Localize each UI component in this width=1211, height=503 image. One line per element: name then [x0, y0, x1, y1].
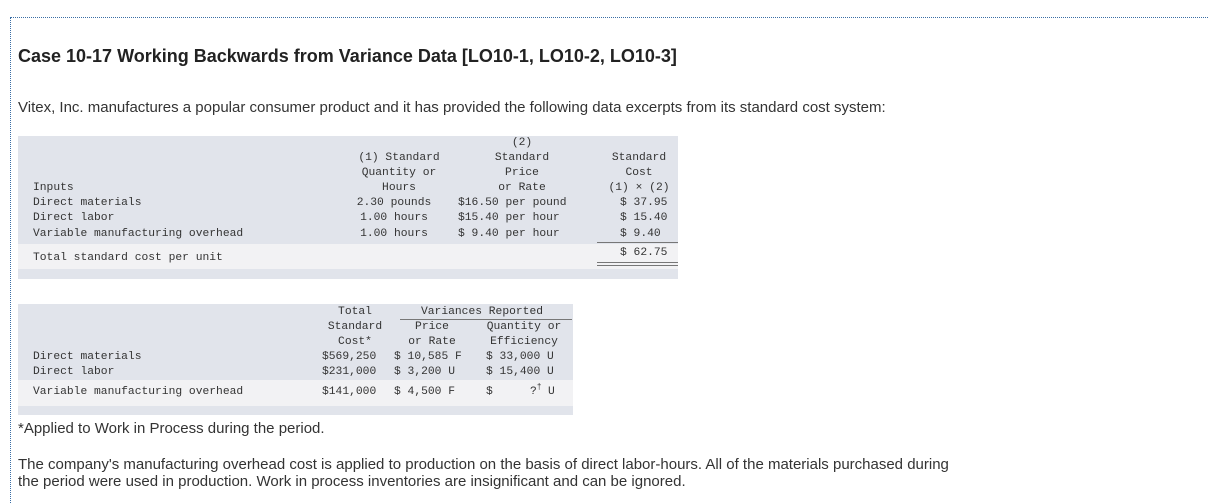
- footnote: *Applied to Work in Process during the period.: [18, 420, 325, 437]
- col-std-price-line3: Price: [505, 167, 539, 179]
- row-cost: $ 15.40: [620, 212, 668, 224]
- variances-group-rule: [400, 319, 572, 320]
- row-cost: $ 37.95: [620, 197, 668, 209]
- col-std-qty-line3: Hours: [382, 182, 416, 194]
- subtotal-rule: [597, 242, 678, 243]
- col-inputs-header: Inputs: [33, 182, 74, 194]
- total-double-rule-top: [597, 262, 678, 263]
- col-price-line1: Price: [415, 321, 449, 333]
- col-std-cost-line3: (1) × (2): [608, 182, 670, 194]
- col-total-line2: Standard: [327, 321, 383, 333]
- row-qty-variance: $ 33,000 U: [486, 351, 554, 363]
- table1-bottom-band: [18, 269, 678, 279]
- col-std-cost-line1: Standard: [611, 152, 667, 164]
- row-price-variance: $ 3,200 U: [394, 366, 456, 378]
- col-qty-line2: Efficiency: [490, 336, 558, 348]
- table2-bottom-band: [18, 406, 573, 415]
- col-qty-line1: Quantity or: [486, 321, 562, 333]
- col-std-cost-line2: Cost: [625, 167, 653, 179]
- intro-text: Vitex, Inc. manufactures a popular consumer product and it has provided the following data excerpts from its standard cost system:: [18, 99, 886, 116]
- row-label: Direct labor: [33, 212, 115, 224]
- row-price-variance: $ 4,500 F: [394, 386, 456, 398]
- row-price: $15.40 per hour: [458, 212, 560, 224]
- row-price-variance: $ 10,585 F: [394, 351, 462, 363]
- row-label: Direct materials: [33, 351, 142, 363]
- row-total: $141,000: [322, 386, 377, 398]
- row-qty-variance-dollar: $: [486, 386, 493, 398]
- row-total: $231,000: [322, 366, 377, 378]
- frame-top-border: [10, 17, 1208, 18]
- variances-group-header: Variances Reported: [420, 306, 544, 318]
- paragraph-text: The company's manufacturing overhead cost is applied to production on the basis of direct labor-hours. All of the materials purchased during the period were used in production. Work in process inventories are insignificant and can be ignored.: [18, 456, 949, 490]
- col-price-line2: or Rate: [408, 336, 456, 348]
- col-std-price-line2: Standard: [494, 152, 550, 164]
- row-qty: 1.00 hours: [360, 212, 428, 224]
- col-total-line3: Cost*: [338, 336, 372, 348]
- row-qty: 1.00 hours: [360, 228, 428, 240]
- total-label: Total standard cost per unit: [33, 252, 223, 264]
- total-double-rule-bottom: [597, 265, 678, 266]
- row-label: Variable manufacturing overhead: [33, 228, 244, 240]
- row-price: $16.50 per pound: [458, 197, 567, 209]
- row-cost: $ 9.40: [620, 228, 661, 240]
- row-label: Variable manufacturing overhead: [33, 386, 244, 398]
- row-label: Direct materials: [33, 197, 142, 209]
- row-qty-variance-u: U: [548, 386, 555, 398]
- row-qty: 2.30 pounds: [356, 197, 432, 209]
- row-price: $ 9.40 per hour: [458, 228, 560, 240]
- col-std-qty-line1: (1) Standard: [358, 152, 440, 164]
- unknown-mark: ?: [530, 386, 537, 398]
- row-qty-variance-unknown: [530, 385, 542, 400]
- col-std-price-line1: (2): [511, 137, 533, 149]
- page-title: Case 10-17 Working Backwards from Variance Data [LO10-1, LO10-2, LO10-3]: [18, 46, 677, 66]
- col-std-qty-line2: Quantity or: [361, 167, 437, 179]
- row-total: $569,250: [322, 351, 377, 363]
- row-label: Direct labor: [33, 366, 115, 378]
- total-cost: $ 62.75: [620, 247, 668, 259]
- col-std-price-line4: or Rate: [498, 182, 546, 194]
- dagger-mark: †: [536, 383, 542, 393]
- row-qty-variance: $ 15,400 U: [486, 366, 554, 378]
- col-total-line1: Total: [338, 306, 372, 318]
- frame-left-border: [10, 17, 11, 503]
